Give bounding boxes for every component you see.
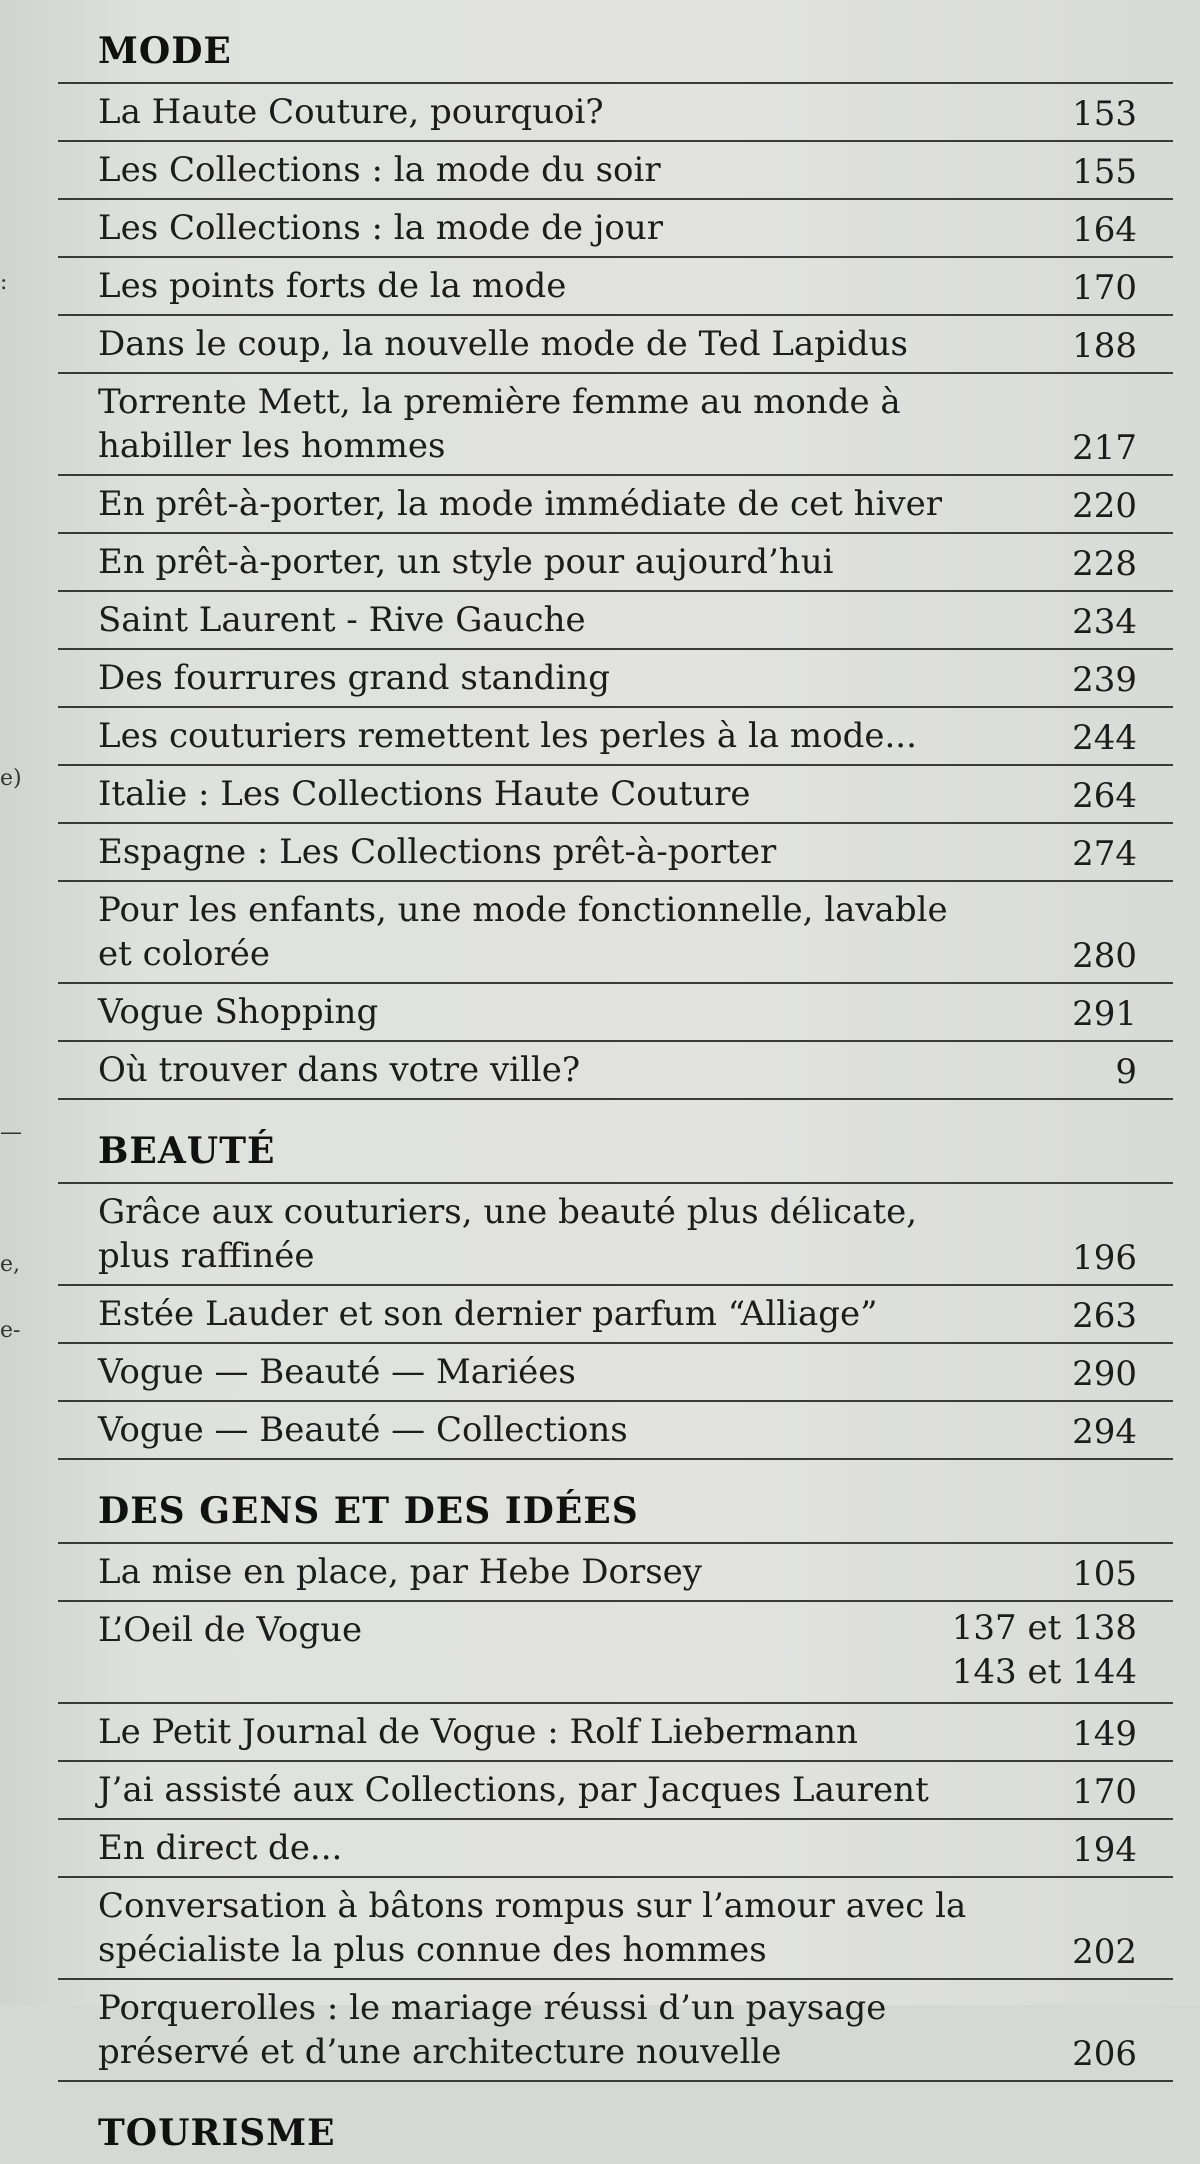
toc-entry: [58, 374, 1173, 476]
page-number: 280: [1072, 936, 1137, 976]
entry-page-number: [1072, 266, 1137, 310]
toc-entry: [58, 476, 1173, 534]
entry-title: Les Collections : la mode du soir: [98, 150, 661, 190]
entry-title: Saint Laurent - Rive Gauche: [98, 600, 586, 640]
section-title: BEAUTÉ: [58, 1100, 1173, 1184]
toc-entry: [58, 708, 1173, 766]
page-number: 228: [1072, 544, 1137, 584]
section-title: DES GENS ET DES IDÉES: [58, 1460, 1173, 1544]
toc-section: [58, 0, 1173, 1100]
page-number: 264: [1072, 776, 1137, 816]
entry-title: J’ai assisté aux Collections, par Jacques Laurent: [98, 1770, 929, 1810]
entry-page-number: [1072, 658, 1137, 702]
entry-page-number: [1072, 92, 1137, 136]
margin-scrap-text: e): [0, 766, 22, 791]
page-number: 239: [1072, 660, 1137, 700]
page-number: 244: [1072, 718, 1137, 758]
entry-page-number: [1072, 992, 1137, 1036]
page-number: 170: [1072, 268, 1137, 308]
toc-entry: [58, 142, 1173, 200]
entry-title: Italie : Les Collections Haute Couture: [98, 774, 751, 814]
entry-title: Les points forts de la mode: [98, 266, 567, 306]
entry-title: Vogue — Beauté — Collections: [98, 1410, 628, 1450]
page-number: 149: [1072, 1714, 1137, 1754]
entry-page-number: [1072, 426, 1137, 470]
entry-page-number: [1072, 2032, 1137, 2076]
toc-section: [58, 2082, 1173, 2164]
entry-title: Espagne : Les Collections prêt-à-porter: [98, 832, 777, 872]
toc-entry: [58, 1980, 1173, 2082]
entry-title: En prêt-à-porter, un style pour aujourd’hui: [98, 542, 834, 582]
page-number: 105: [1072, 1554, 1137, 1594]
page-number: 290: [1072, 1354, 1137, 1394]
page-number: 291: [1072, 994, 1137, 1034]
entry-page-number: [1072, 1930, 1137, 1974]
entry-title: La Haute Couture, pourquoi?: [98, 92, 604, 132]
toc-entry: [58, 200, 1173, 258]
page-number: 153: [1072, 94, 1137, 134]
toc-entry: [58, 84, 1173, 142]
page-number: 155: [1072, 152, 1137, 192]
entry-title: Grâce aux couturiers, une beauté plus délicate, plus raffinée: [98, 1192, 918, 1276]
entry-title: Pour les enfants, une mode fonctionnelle, lavable et colorée: [98, 890, 948, 974]
entry-title: En direct de...: [98, 1828, 343, 1868]
toc-entry: [58, 1878, 1173, 1980]
page-number: 164: [1072, 210, 1137, 250]
toc-entry: [58, 258, 1173, 316]
entry-title: Le Petit Journal de Vogue : Rolf Liebermann: [98, 1712, 858, 1752]
entry-page-number: [1072, 208, 1137, 252]
entry-title: Porquerolles : le mariage réussi d’un paysage préservé et d’une architecture nouvelle: [98, 1988, 887, 2072]
toc-entry: [58, 1042, 1173, 1100]
toc-entry: [58, 316, 1173, 374]
toc-entry: [58, 592, 1173, 650]
entry-page-number: [1072, 150, 1137, 194]
entry-title: En prêt-à-porter, la mode immédiate de cet hiver: [98, 484, 942, 524]
toc-entry: [58, 1704, 1173, 1762]
toc-entry: [58, 1402, 1173, 1460]
toc-entry: [58, 1820, 1173, 1878]
section-title: MODE: [58, 0, 1173, 84]
entry-page-number: [1072, 1352, 1137, 1396]
toc-entry: [58, 1602, 1173, 1704]
entry-page-number: [1072, 1770, 1137, 1814]
entry-page-number: [1072, 1712, 1137, 1756]
section-title: TOURISME: [98, 2112, 336, 2154]
toc-entry: [58, 1762, 1173, 1820]
entry-title: Les Collections : la mode de jour: [98, 208, 663, 248]
page-number: 202: [1072, 1932, 1137, 1972]
page-number: 274: [1072, 834, 1137, 874]
entry-title: Dans le coup, la nouvelle mode de Ted Lapidus: [98, 324, 908, 364]
toc-entry: [58, 534, 1173, 592]
entry-page-number: [1072, 934, 1137, 978]
page-number: 217: [1072, 428, 1137, 468]
page-number: 294: [1072, 1412, 1137, 1452]
entry-page-number: [1072, 484, 1137, 528]
toc-entry: [58, 1544, 1173, 1602]
entry-page-number: [1072, 774, 1137, 818]
toc-section: [58, 1100, 1173, 1460]
margin-scrap-text: —: [0, 1120, 22, 1145]
page-number: 137 et 138: [951, 1608, 1137, 1648]
toc-section: [58, 1460, 1173, 2082]
entry-title: Torrente Mett, la première femme au monde à habiller les hommes: [98, 382, 901, 466]
entry-page-number: [952, 1606, 1137, 1694]
entry-title: La mise en place, par Hebe Dorsey: [98, 1552, 702, 1592]
entry-page-number: [1072, 716, 1137, 760]
entry-page-number: [1072, 1410, 1137, 1454]
entry-page-number: [1115, 1050, 1137, 1094]
entry-page-number: [1072, 1236, 1137, 1280]
page-number: 188: [1072, 326, 1137, 366]
entry-title: Les couturiers remettent les perles à la mode...: [98, 716, 917, 756]
page-number: 196: [1072, 1238, 1137, 1278]
entry-page-number: [1072, 324, 1137, 368]
page-number: 263: [1072, 1296, 1137, 1336]
margin-scrap-text: e,: [0, 1252, 21, 1277]
entry-title: Conversation à bâtons rompus sur l’amour avec la spécialiste la plus connue des hommes: [98, 1886, 967, 1970]
entry-title: Estée Lauder et son dernier parfum “Alliage”: [98, 1294, 878, 1334]
toc-entry: [58, 766, 1173, 824]
entry-page-number: [1072, 1828, 1137, 1872]
toc-entry: [58, 650, 1173, 708]
toc-entry: [58, 1286, 1173, 1344]
toc-entry: [58, 1184, 1173, 1286]
page-number: 9: [1115, 1052, 1137, 1092]
table-of-contents: [58, 0, 1173, 2164]
entry-title: L’Oeil de Vogue: [98, 1610, 363, 1650]
page-number: 206: [1072, 2034, 1137, 2074]
toc-entry: [58, 984, 1173, 1042]
entry-title: Des fourrures grand standing: [98, 658, 610, 698]
entry-page-number: [1072, 600, 1137, 644]
entry-page-number: [1072, 1294, 1137, 1338]
entry-title: Où trouver dans votre ville?: [98, 1050, 581, 1090]
toc-entry: [58, 824, 1173, 882]
toc-entry: [58, 882, 1173, 984]
entry-page-number: [1072, 542, 1137, 586]
margin-scrap-text: e-: [0, 1318, 21, 1343]
page-number: 220: [1072, 486, 1137, 526]
toc-entry: [58, 1344, 1173, 1402]
margin-scrap-text: :: [0, 270, 8, 295]
left-margin-scraps: [0, 0, 40, 2005]
entry-title: Vogue — Beauté — Mariées: [98, 1352, 576, 1392]
page-number: 234: [1072, 602, 1137, 642]
entry-page-number: [1072, 832, 1137, 876]
entry-page-number: [1072, 1552, 1137, 1596]
page-number: 170: [1072, 1772, 1137, 1812]
page-number: 143 et 144: [951, 1652, 1137, 1692]
entry-title: Vogue Shopping: [98, 992, 379, 1032]
page-number: 194: [1072, 1830, 1137, 1870]
